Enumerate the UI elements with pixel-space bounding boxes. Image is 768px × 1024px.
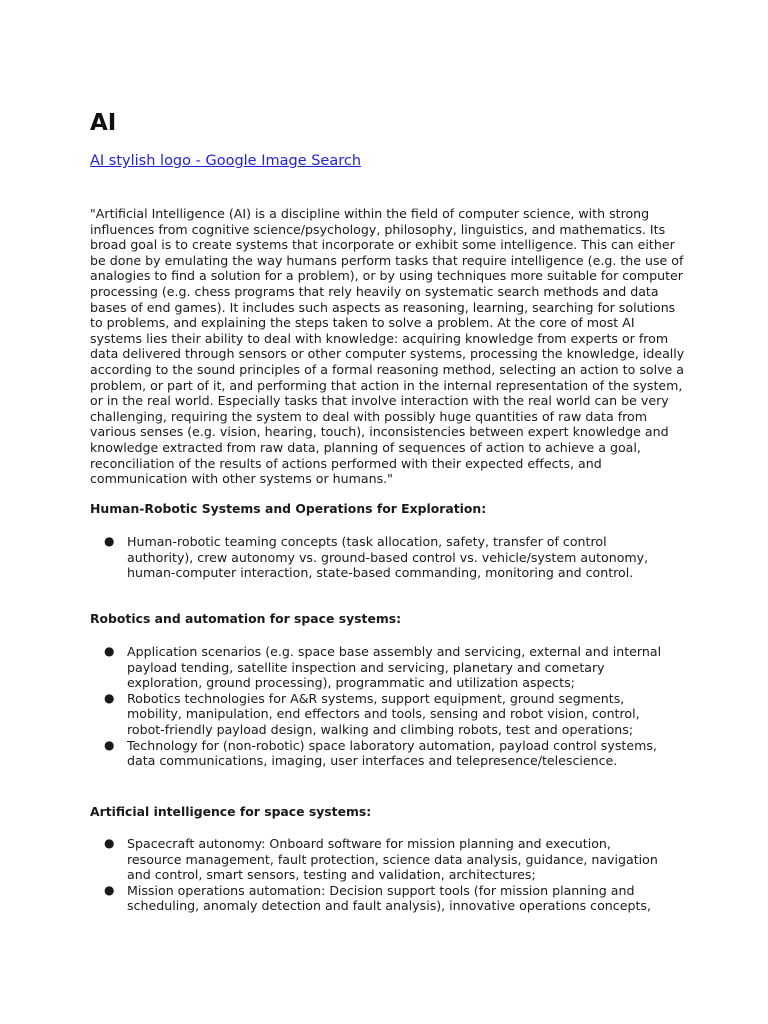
bullet-icon: ● [104, 836, 115, 850]
bullet-icon: ● [104, 644, 115, 658]
list-item [90, 691, 667, 738]
list-item [90, 738, 667, 769]
bullet-list-human-robotic [90, 534, 690, 581]
list-item-text: Spacecraft autonomy: Onboard software for mission planning and execution, resource management, fault protection, science data analysis, guidance, navigation and control, smart sensors, testing and validation, architectures; [127, 836, 658, 883]
bullet-list-robotics-automation [90, 644, 690, 769]
list-item-text: Human-robotic teaming concepts (task allocation, safety, transfer of control authority), crew autonomy vs. ground-based control vs. vehicle/system autonomy, human-computer interaction, state-based commanding, monitoring and control. [127, 534, 649, 581]
list-item-text: Robotics technologies for A&R systems, support equipment, ground segments, mobility, manipulation, end effectors and tools, sensing and robot vision, control, robot-friendly payload design, walking and climbing robots, test and operations; [127, 690, 640, 737]
bullet-list-ai-space-systems [90, 836, 690, 914]
list-item [90, 836, 667, 883]
bullet-icon: ● [104, 690, 115, 705]
section-heading-ai-space-systems: Artificial intelligence for space systems: [90, 804, 372, 819]
page-title: AI [90, 110, 117, 136]
list-item-text: Mission operations automation: Decision support tools (for mission planning and scheduling, anomaly detection and fault analysis), innovative operations concepts, [127, 882, 651, 914]
bullet-icon: ● [104, 534, 115, 548]
list-item [90, 644, 667, 691]
list-item [90, 534, 667, 581]
section-heading-human-robotic: Human-Robotic Systems and Operations for Exploration: [90, 501, 487, 516]
intro-paragraph: "Artificial Intelligence (AI) is a discipline within the field of computer science, with strong influences from cognitive science/psychology, philosophy, linguistics, and mathematics. Its broad goal is to create systems that incorporate or exhibit some intelligence. This can either be done by emulating the way humans perform tasks that require intelligence (e.g. the use of analogies to find a solution for a problem), or by using techniques more suitable for computer processing (e.g. chess programs that rely heavily on systematic search methods and data bases of end games). It includes such aspects as reasoning, learning, searching for solutions to problems, and explaining the steps taken to solve a problem. At the core of most AI systems lies their ability to deal with knowledge: acquiring knowledge from experts or from data delivered through sensors or other computer systems, processing the knowledge, ideally according to the sound principles of a formal reasoning method, selecting an action to solve a problem, or part of it, and performing that action in the internal representation of the system, or in the real world. Especially tasks that involve interaction with the real world can be very challenging, requiring the system to deal with possibly huge quantities of raw data from various senses (e.g. vision, hearing, touch), inconsistencies between expert knowledge and knowledge extracted from raw data, planning of sequences of action to achieve a goal, reconciliation of the results of actions performed with their expected effects, and communication with other systems or humans." [90, 206, 685, 487]
list-item [90, 883, 667, 914]
bullet-icon: ● [104, 882, 115, 897]
list-item-text: Application scenarios (e.g. space base assembly and servicing, external and internal payload tending, satellite inspection and servicing, planetary and cometary exploration, ground processing), programmatic and utilization aspects; [127, 644, 662, 691]
list-item-text: Technology for (non-robotic) space laboratory automation, payload control systems, data communications, imaging, user interfaces and telepresence/telescience. [127, 737, 657, 769]
google-image-search-link[interactable]: AI stylish logo - Google Image Search [90, 153, 362, 169]
section-heading-robotics-automation: Robotics and automation for space systems: [90, 611, 402, 626]
bullet-icon: ● [104, 737, 115, 752]
